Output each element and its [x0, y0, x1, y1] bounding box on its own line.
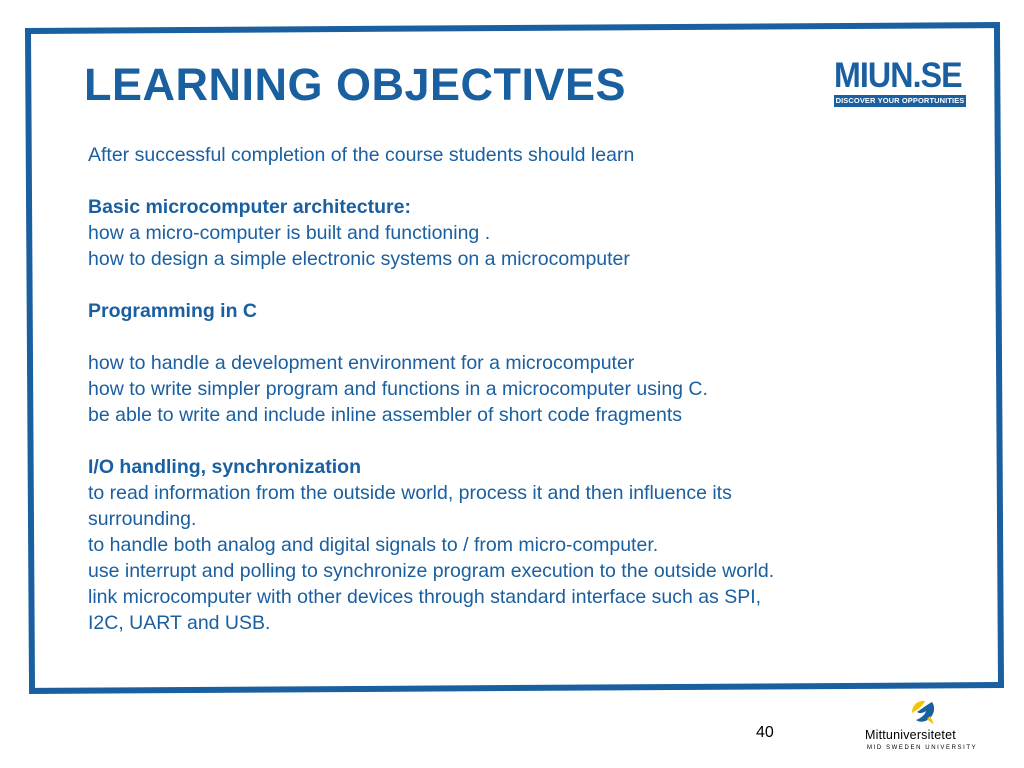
mittuniversitetet-emblem-icon — [909, 698, 937, 726]
mittuniversitetet-logo — [865, 698, 985, 758]
miun-logo-word: MIUN.SE — [834, 56, 962, 95]
university-name: Mittuniversitetet — [865, 728, 956, 742]
spacer — [88, 428, 958, 454]
objective-line: how a micro-computer is built and functioning . — [88, 222, 491, 244]
spacer — [88, 324, 958, 350]
spacer — [88, 272, 958, 298]
intro-text: After successful completion of the course students should learn — [88, 144, 635, 166]
objective-line: how to design a simple electronic systems on a microcomputer — [88, 248, 630, 270]
objective-line: be able to write and include inline assembler of short code fragments — [88, 404, 682, 426]
objective-line: I2C, UART and USB. — [88, 612, 271, 634]
objective-line: surrounding. — [88, 508, 197, 530]
miun-logo — [834, 58, 966, 107]
objective-line: link microcomputer with other devices through standard interface such as SPI, — [88, 586, 762, 608]
section-heading-io: I/O handling, synchronization — [88, 456, 362, 478]
objective-line: to handle both analog and digital signals to / from micro-computer. — [88, 534, 659, 556]
objective-line: how to handle a development environment for a microcomputer — [88, 352, 635, 374]
objectives-content — [88, 142, 958, 636]
section-heading-programming: Programming in C — [88, 300, 258, 322]
section-heading-architecture: Basic microcomputer architecture: — [88, 196, 411, 218]
spacer — [88, 168, 958, 194]
university-subtitle: MID SWEDEN UNIVERSITY — [867, 745, 978, 751]
objective-line: how to write simpler program and functions in a microcomputer using C. — [88, 378, 708, 400]
page-number: 40 — [756, 724, 774, 741]
objective-line: to read information from the outside world, process it and then influence its — [88, 482, 732, 504]
slide-title: LEARNING OBJECTIVES — [84, 59, 627, 110]
objective-line: use interrupt and polling to synchronize program execution to the outside world. — [88, 560, 775, 582]
miun-logo-tagline: DISCOVER YOUR OPPORTUNITIES — [835, 96, 965, 105]
